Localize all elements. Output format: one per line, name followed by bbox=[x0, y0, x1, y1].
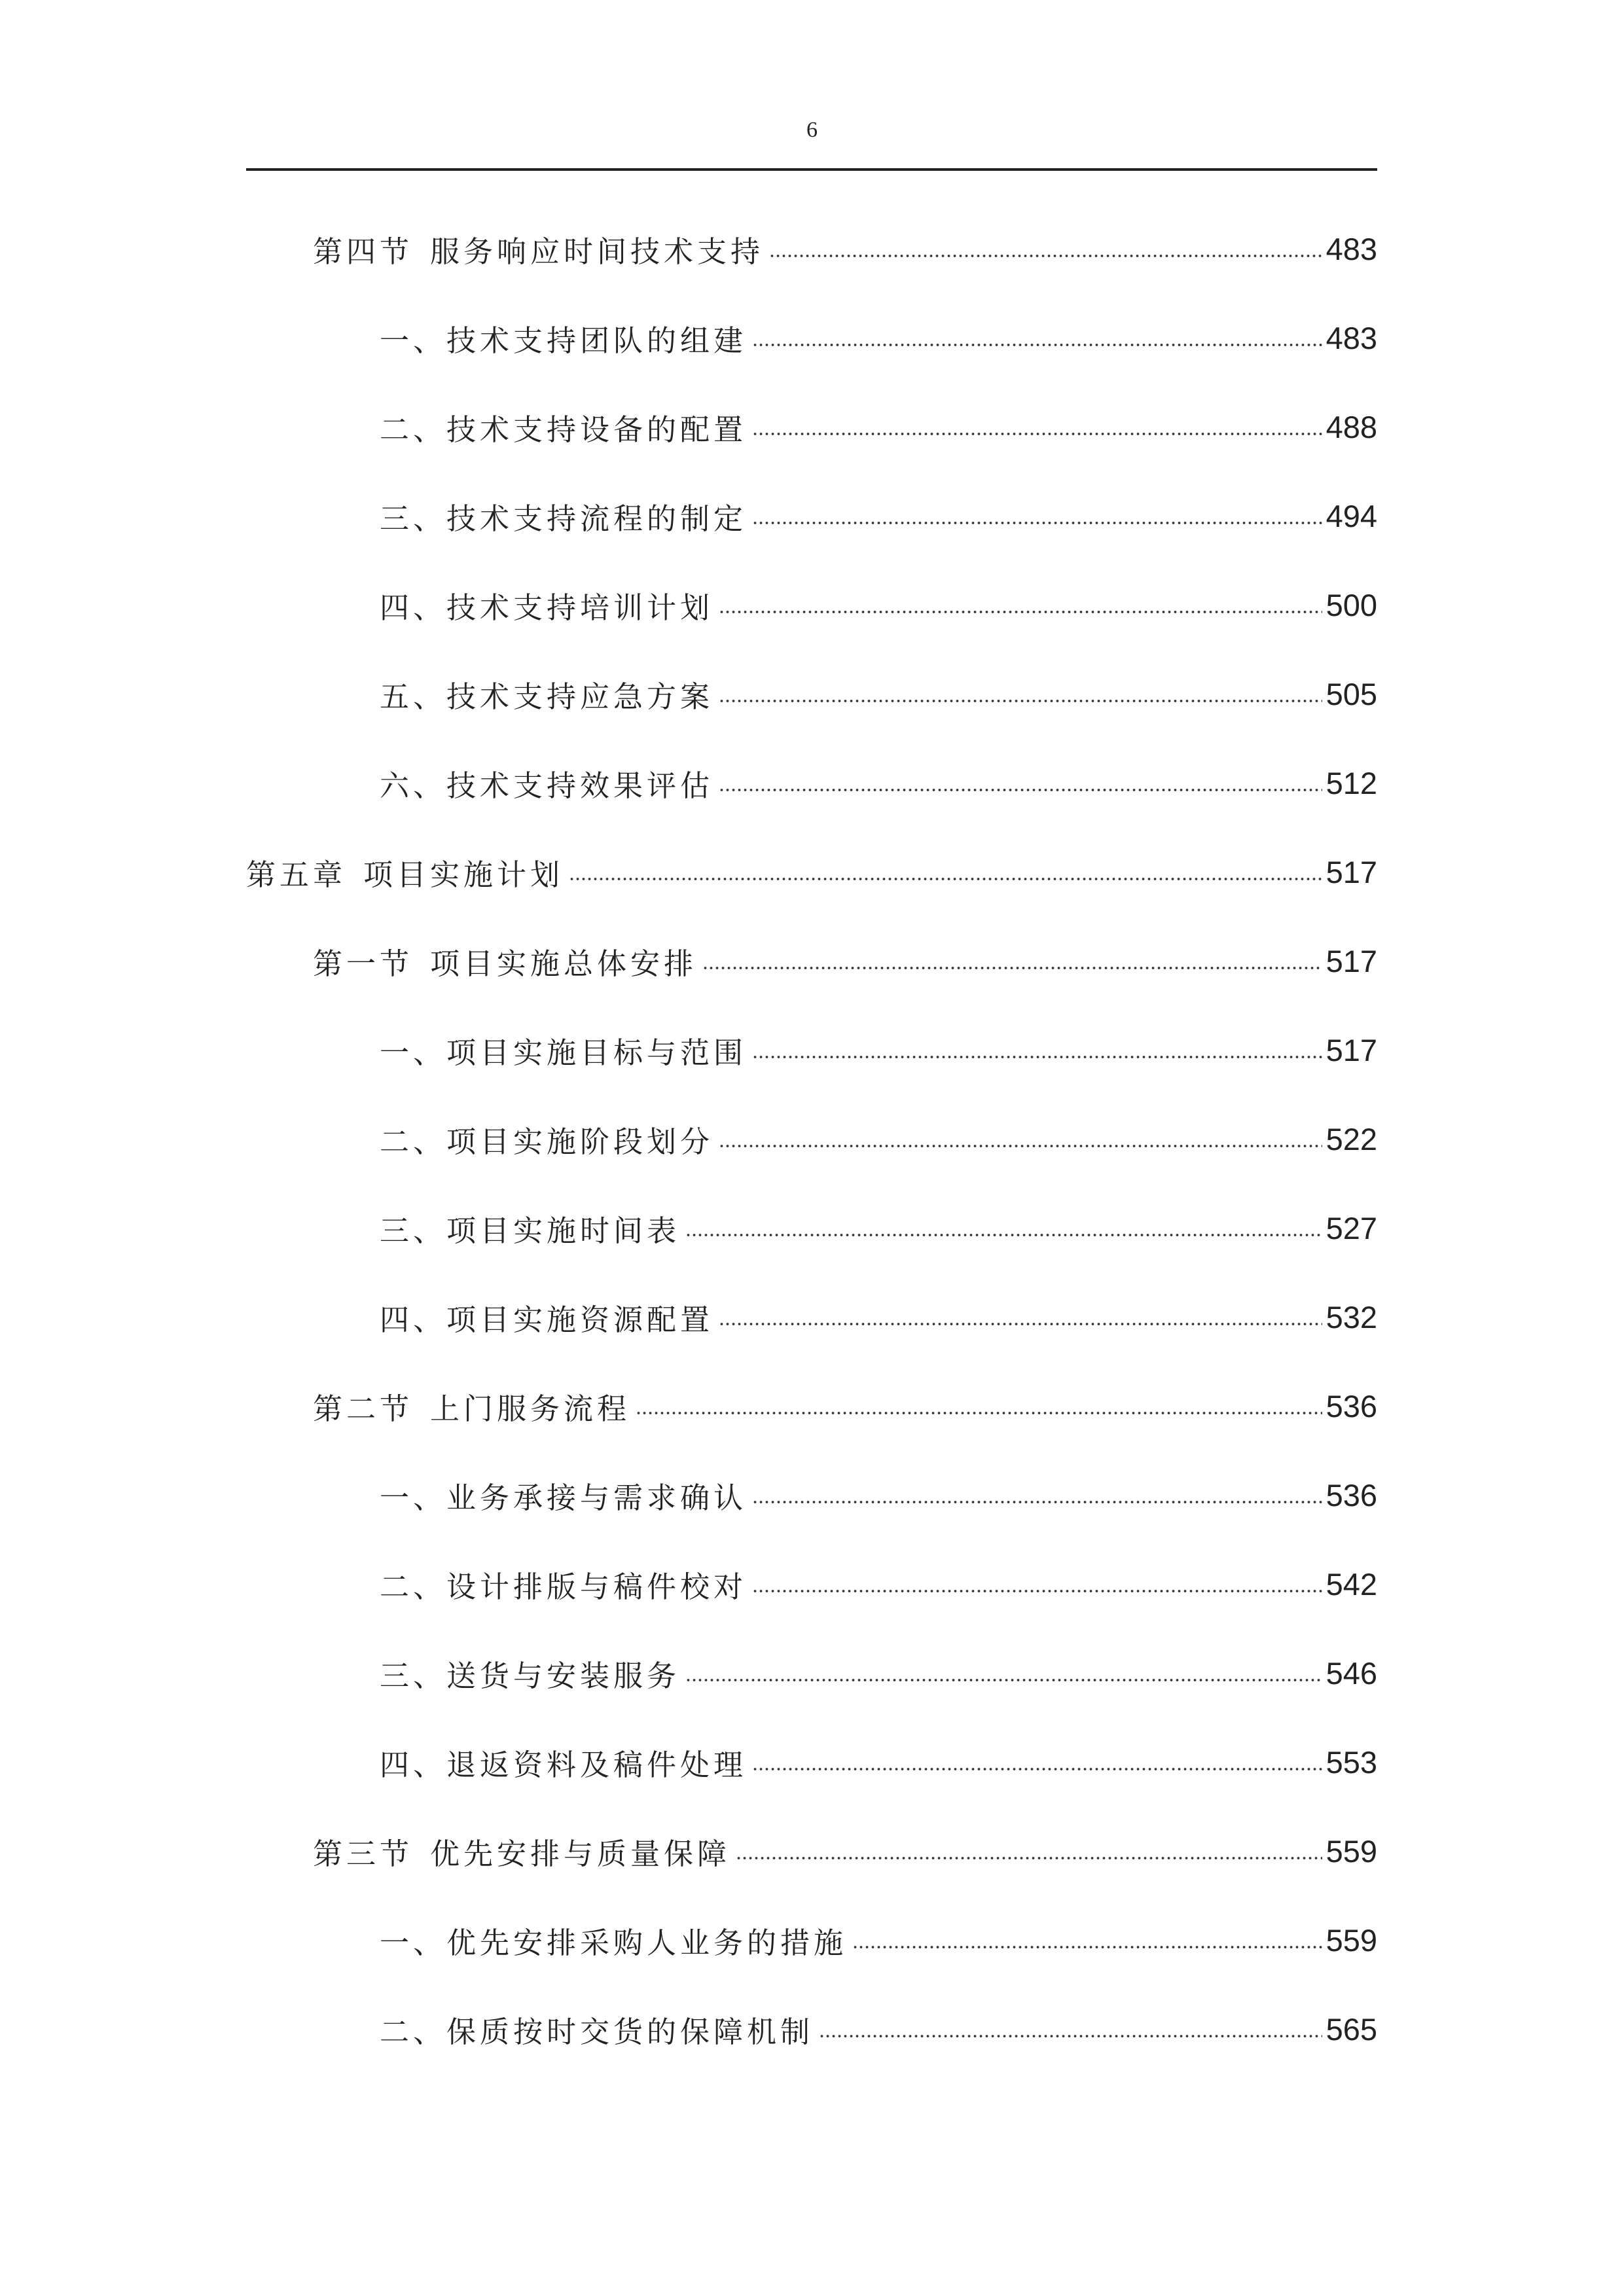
toc-entry[interactable] bbox=[0, 1450, 1624, 1539]
toc-entry-title bbox=[380, 1652, 680, 1695]
toc-dot-leader bbox=[752, 1588, 1322, 1594]
toc-entry-prefix: 第四节 bbox=[313, 234, 414, 269]
toc-entry-text: 项目实施计划 bbox=[363, 857, 564, 892]
toc-dot-leader bbox=[752, 431, 1322, 437]
toc-entry-text: 设计排版与稿件校对 bbox=[446, 1569, 748, 1604]
toc-entry-title bbox=[380, 1296, 713, 1338]
toc-entry-page-number: 559 bbox=[1326, 1922, 1377, 1958]
toc-dot-leader bbox=[685, 1677, 1322, 1683]
toc-dot-leader bbox=[769, 253, 1322, 259]
toc-entry-text: 技术支持设备的配置 bbox=[446, 412, 748, 447]
toc-entry-prefix: 五、 bbox=[380, 679, 447, 714]
toc-entry-prefix: 三、 bbox=[380, 1213, 447, 1248]
toc-entry[interactable] bbox=[0, 738, 1624, 827]
toc-dot-leader bbox=[819, 2034, 1322, 2039]
toc-dot-leader bbox=[719, 1321, 1322, 1327]
toc-entry-page-number: 512 bbox=[1326, 765, 1377, 800]
toc-entry-title bbox=[380, 1919, 847, 1962]
toc-entry-prefix: 第二节 bbox=[313, 1391, 414, 1426]
toc-entry-page-number: 546 bbox=[1326, 1655, 1377, 1691]
toc-entry[interactable] bbox=[0, 1094, 1624, 1183]
toc-entry-text: 项目实施时间表 bbox=[446, 1213, 681, 1248]
toc-entry-text: 优先安排与质量保障 bbox=[430, 1836, 731, 1871]
toc-entry-title bbox=[380, 1474, 747, 1516]
toc-entry-text: 上门服务流程 bbox=[430, 1391, 631, 1426]
toc-entry[interactable] bbox=[0, 1628, 1624, 1717]
toc-entry-title bbox=[380, 673, 713, 715]
toc-entry-page-number: 505 bbox=[1326, 676, 1377, 711]
toc-dot-leader bbox=[719, 609, 1322, 615]
toc-entry-page-number: 488 bbox=[1326, 409, 1377, 444]
toc-dot-leader bbox=[719, 1143, 1322, 1149]
toc-entry-prefix: 第三节 bbox=[313, 1836, 414, 1871]
toc-entry-title bbox=[380, 1029, 747, 1071]
toc-entry-prefix: 第一节 bbox=[313, 946, 414, 981]
toc-entry-title bbox=[313, 228, 764, 270]
toc-entry-text: 业务承接与需求确认 bbox=[446, 1480, 748, 1515]
toc-dot-leader bbox=[685, 1232, 1322, 1238]
toc-entry-prefix: 第五章 bbox=[246, 857, 347, 892]
toc-dot-leader bbox=[752, 342, 1322, 348]
toc-entry-title bbox=[380, 1118, 713, 1160]
toc-entry-text: 优先安排采购人业务的措施 bbox=[446, 1925, 848, 1960]
toc-entry-page-number: 536 bbox=[1326, 1477, 1377, 1513]
toc-dot-leader bbox=[569, 876, 1322, 882]
toc-entry[interactable] bbox=[0, 1717, 1624, 1806]
toc-entry-page-number: 517 bbox=[1326, 854, 1377, 889]
toc-entry-page-number: 553 bbox=[1326, 1744, 1377, 1780]
toc-entry-page-number: 500 bbox=[1326, 587, 1377, 622]
toc-entry[interactable] bbox=[0, 560, 1624, 649]
toc-entry-prefix: 一、 bbox=[380, 1925, 447, 1960]
toc-entry-prefix: 二、 bbox=[380, 1569, 447, 1604]
toc-entry-text: 送货与安装服务 bbox=[446, 1658, 681, 1693]
toc-dot-leader bbox=[852, 1945, 1322, 1950]
toc-entry-prefix: 三、 bbox=[380, 1658, 447, 1693]
toc-entry-prefix: 三、 bbox=[380, 501, 447, 536]
toc-entry-prefix: 四、 bbox=[380, 1747, 447, 1782]
toc-entry-title bbox=[380, 406, 747, 448]
toc-entry-prefix: 六、 bbox=[380, 768, 447, 803]
toc-entry[interactable] bbox=[0, 1539, 1624, 1628]
toc-entry[interactable] bbox=[0, 1806, 1624, 1895]
toc-entry[interactable] bbox=[0, 382, 1624, 471]
toc-dot-leader bbox=[702, 965, 1322, 971]
toc-entry-title bbox=[313, 1830, 731, 1873]
toc-entry[interactable] bbox=[0, 649, 1624, 738]
toc-entry-text: 服务响应时间技术支持 bbox=[430, 234, 765, 269]
toc-entry-page-number: 494 bbox=[1326, 498, 1377, 533]
toc-entry-page-number: 532 bbox=[1326, 1299, 1377, 1335]
toc-entry-text: 技术支持应急方案 bbox=[446, 679, 714, 714]
toc-entry-prefix: 一、 bbox=[380, 1480, 447, 1515]
toc-entry-prefix: 二、 bbox=[380, 1124, 447, 1159]
toc-entry-page-number: 522 bbox=[1326, 1121, 1377, 1157]
toc-entry-title bbox=[246, 851, 564, 893]
toc-entry-page-number: 559 bbox=[1326, 1833, 1377, 1869]
toc-entry-text: 项目实施总体安排 bbox=[430, 946, 698, 981]
toc-entry-title bbox=[313, 940, 697, 982]
toc-entry-title bbox=[380, 495, 747, 537]
toc-dot-leader bbox=[752, 1499, 1322, 1505]
toc-entry-title bbox=[380, 2008, 814, 2051]
toc-entry-prefix: 一、 bbox=[380, 1035, 447, 1070]
toc-entry-title bbox=[380, 317, 747, 359]
table-of-contents bbox=[0, 204, 1624, 2073]
toc-entry-title bbox=[313, 1385, 630, 1427]
toc-dot-leader bbox=[752, 1767, 1322, 1772]
toc-entry-text: 项目实施阶段划分 bbox=[446, 1124, 714, 1159]
toc-entry-title bbox=[380, 584, 713, 626]
toc-entry-title bbox=[380, 1563, 747, 1605]
toc-entry-text: 技术支持培训计划 bbox=[446, 590, 714, 625]
toc-dot-leader bbox=[719, 698, 1322, 704]
toc-entry[interactable] bbox=[0, 1272, 1624, 1361]
toc-entry-prefix: 二、 bbox=[380, 2014, 447, 2049]
toc-entry-page-number: 542 bbox=[1326, 1566, 1377, 1602]
toc-entry-page-number: 565 bbox=[1326, 2011, 1377, 2047]
toc-dot-leader bbox=[636, 1410, 1322, 1416]
toc-entry-text: 退返资料及稿件处理 bbox=[446, 1747, 748, 1782]
toc-entry[interactable] bbox=[0, 916, 1624, 1005]
toc-entry-page-number: 517 bbox=[1326, 943, 1377, 978]
toc-entry[interactable] bbox=[0, 1005, 1624, 1094]
toc-entry[interactable] bbox=[0, 204, 1624, 293]
toc-entry-prefix: 四、 bbox=[380, 1302, 447, 1337]
toc-entry[interactable] bbox=[0, 471, 1624, 560]
toc-entry-title bbox=[380, 1741, 747, 1784]
toc-entry-title bbox=[380, 762, 713, 804]
toc-dot-leader bbox=[752, 1054, 1322, 1060]
toc-entry-text: 保质按时交货的保障机制 bbox=[446, 2014, 814, 2049]
toc-entry[interactable] bbox=[0, 1984, 1624, 2073]
page-number: 6 bbox=[806, 118, 818, 142]
toc-dot-leader bbox=[719, 787, 1322, 793]
toc-entry-title bbox=[380, 1207, 680, 1249]
toc-entry-prefix: 二、 bbox=[380, 412, 447, 447]
toc-entry-page-number: 483 bbox=[1326, 320, 1377, 355]
toc-entry[interactable] bbox=[0, 827, 1624, 916]
toc-entry-text: 技术支持流程的制定 bbox=[446, 501, 748, 536]
toc-entry-page-number: 527 bbox=[1326, 1210, 1377, 1246]
toc-entry-page-number: 517 bbox=[1326, 1032, 1377, 1067]
toc-entry-text: 技术支持效果评估 bbox=[446, 768, 714, 803]
header-rule bbox=[246, 168, 1377, 171]
toc-entry[interactable] bbox=[0, 293, 1624, 382]
toc-entry-prefix: 四、 bbox=[380, 590, 447, 625]
toc-entry[interactable] bbox=[0, 1183, 1624, 1272]
toc-entry-page-number: 536 bbox=[1326, 1388, 1377, 1424]
toc-entry-text: 技术支持团队的组建 bbox=[446, 323, 748, 358]
toc-entry-prefix: 一、 bbox=[380, 323, 447, 358]
toc-entry-page-number: 483 bbox=[1326, 231, 1377, 266]
toc-dot-leader bbox=[736, 1856, 1322, 1861]
toc-entry-text: 项目实施目标与范围 bbox=[446, 1035, 748, 1070]
toc-entry-text: 项目实施资源配置 bbox=[446, 1302, 714, 1337]
toc-dot-leader bbox=[752, 520, 1322, 526]
toc-entry[interactable] bbox=[0, 1361, 1624, 1450]
toc-entry[interactable] bbox=[0, 1895, 1624, 1984]
